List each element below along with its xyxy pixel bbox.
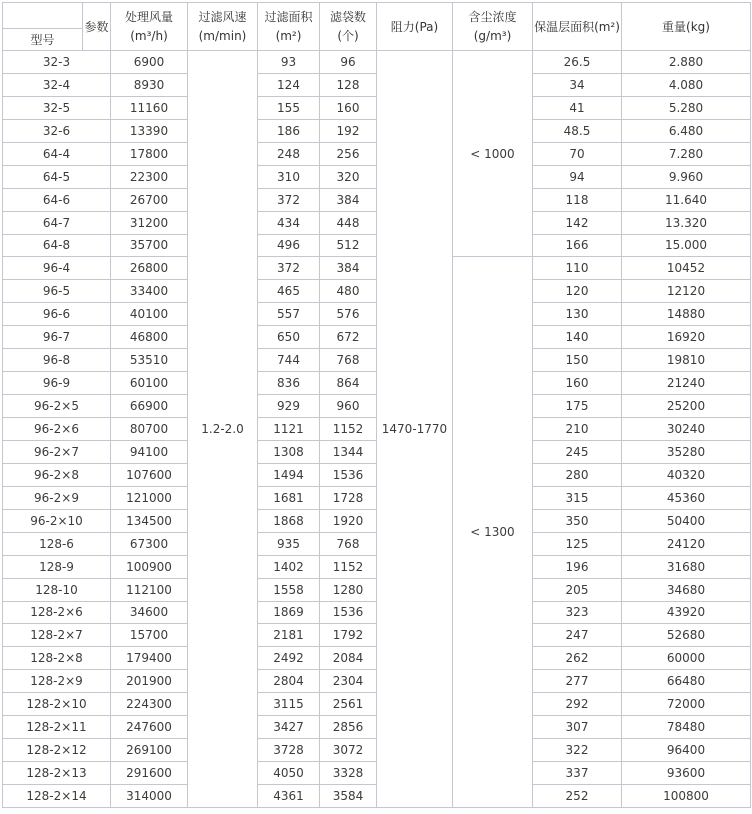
cell-model: 96-9: [3, 372, 111, 395]
cell-insulation-area: 26.5: [533, 51, 622, 74]
cell-insulation-area: 292: [533, 693, 622, 716]
cell-airflow: 26700: [111, 188, 188, 211]
cell-filter-area: 1869: [258, 601, 320, 624]
cell-insulation-area: 175: [533, 395, 622, 418]
cell-model: 96-2×10: [3, 509, 111, 532]
cell-airflow: 60100: [111, 372, 188, 395]
cell-model: 96-4: [3, 257, 111, 280]
cell-dust-concentration: < 1300: [453, 257, 533, 808]
header-airflow-title: 处理风量: [124, 9, 173, 24]
cell-bag-count: 1344: [320, 440, 377, 463]
cell-airflow: 121000: [111, 486, 188, 509]
cell-bag-count: 512: [320, 234, 377, 257]
header-row-top: [3, 3, 751, 29]
cell-bag-count: 3072: [320, 739, 377, 762]
cell-filter-area: 650: [258, 326, 320, 349]
cell-model: 128-2×14: [3, 785, 111, 808]
cell-airflow: 291600: [111, 762, 188, 785]
cell-filter-area: 4361: [258, 785, 320, 808]
cell-weight: 15.000: [622, 234, 751, 257]
cell-bag-count: 2084: [320, 647, 377, 670]
cell-insulation-area: 247: [533, 624, 622, 647]
cell-airflow: 201900: [111, 670, 188, 693]
cell-model: 128-9: [3, 555, 111, 578]
cell-insulation-area: 125: [533, 532, 622, 555]
cell-model: 96-2×6: [3, 418, 111, 441]
cell-airflow: 46800: [111, 326, 188, 349]
cell-bag-count: 672: [320, 326, 377, 349]
cell-airflow: 314000: [111, 785, 188, 808]
cell-weight: 31680: [622, 555, 751, 578]
table-header: [3, 3, 751, 51]
cell-bag-count: 320: [320, 165, 377, 188]
cell-bag-count: 3584: [320, 785, 377, 808]
cell-airflow: 80700: [111, 418, 188, 441]
cell-filter-area: 1494: [258, 463, 320, 486]
cell-airflow: 179400: [111, 647, 188, 670]
cell-model: 64-8: [3, 234, 111, 257]
cell-model: 128-2×10: [3, 693, 111, 716]
cell-bag-count: 768: [320, 349, 377, 372]
cell-model: 64-7: [3, 211, 111, 234]
cell-bag-count: 576: [320, 303, 377, 326]
cell-filter-area: 155: [258, 96, 320, 119]
cell-bag-count: 192: [320, 119, 377, 142]
cell-airflow: 112100: [111, 578, 188, 601]
cell-model: 96-5: [3, 280, 111, 303]
cell-insulation-area: 110: [533, 257, 622, 280]
cell-airflow: 66900: [111, 395, 188, 418]
cell-model: 32-5: [3, 96, 111, 119]
cell-airflow: 134500: [111, 509, 188, 532]
cell-insulation-area: 210: [533, 418, 622, 441]
cell-insulation-area: 150: [533, 349, 622, 372]
cell-airflow: 17800: [111, 142, 188, 165]
cell-filter-area: 465: [258, 280, 320, 303]
cell-weight: 6.480: [622, 119, 751, 142]
header-filter-area: [258, 3, 320, 51]
cell-filter-area: 3115: [258, 693, 320, 716]
cell-weight: 9.960: [622, 165, 751, 188]
cell-filter-area: 124: [258, 73, 320, 96]
cell-bag-count: 256: [320, 142, 377, 165]
cell-resistance: 1470-1770: [377, 51, 453, 808]
cell-filter-area: 4050: [258, 762, 320, 785]
cell-insulation-area: 118: [533, 188, 622, 211]
cell-bag-count: 128: [320, 73, 377, 96]
cell-model: 128-2×13: [3, 762, 111, 785]
cell-filter-area: 1681: [258, 486, 320, 509]
header-corner-empty-cell: [3, 3, 83, 29]
cell-filter-area: 496: [258, 234, 320, 257]
cell-weight: 5.280: [622, 96, 751, 119]
cell-insulation-area: 245: [533, 440, 622, 463]
cell-filter-area: 1868: [258, 509, 320, 532]
cell-airflow: 22300: [111, 165, 188, 188]
cell-bag-count: 384: [320, 188, 377, 211]
cell-bag-count: 1920: [320, 509, 377, 532]
cell-airflow: 8930: [111, 73, 188, 96]
cell-insulation-area: 322: [533, 739, 622, 762]
cell-bag-count: 1152: [320, 418, 377, 441]
cell-model: 96-2×5: [3, 395, 111, 418]
cell-weight: 11.640: [622, 188, 751, 211]
cell-filter-area: 434: [258, 211, 320, 234]
cell-weight: 14880: [622, 303, 751, 326]
cell-bag-count: 1280: [320, 578, 377, 601]
cell-insulation-area: 140: [533, 326, 622, 349]
cell-model: 32-3: [3, 51, 111, 74]
cell-insulation-area: 350: [533, 509, 622, 532]
cell-bag-count: 2304: [320, 670, 377, 693]
cell-filter-area: 2181: [258, 624, 320, 647]
cell-weight: 93600: [622, 762, 751, 785]
cell-model: 64-5: [3, 165, 111, 188]
cell-airflow: 33400: [111, 280, 188, 303]
header-dust-title: 含尘浓度: [468, 9, 517, 24]
header-filter-area-title: 过滤面积: [264, 9, 313, 24]
header-bag-count-unit: (个): [337, 28, 359, 43]
cell-model: 96-6: [3, 303, 111, 326]
cell-bag-count: 384: [320, 257, 377, 280]
cell-filter-area: 2804: [258, 670, 320, 693]
cell-filter-area: 248: [258, 142, 320, 165]
cell-model: 128-2×11: [3, 716, 111, 739]
cell-bag-count: 1536: [320, 601, 377, 624]
cell-insulation-area: 166: [533, 234, 622, 257]
cell-weight: 19810: [622, 349, 751, 372]
cell-airflow: 269100: [111, 739, 188, 762]
cell-airflow: 53510: [111, 349, 188, 372]
cell-airflow: 13390: [111, 119, 188, 142]
cell-weight: 21240: [622, 372, 751, 395]
header-weight: 重量(kg): [622, 3, 751, 51]
cell-insulation-area: 48.5: [533, 119, 622, 142]
cell-airflow: 31200: [111, 211, 188, 234]
cell-insulation-area: 41: [533, 96, 622, 119]
table-row: [3, 51, 751, 74]
cell-insulation-area: 94: [533, 165, 622, 188]
cell-weight: 72000: [622, 693, 751, 716]
cell-bag-count: 1536: [320, 463, 377, 486]
cell-filter-area: 935: [258, 532, 320, 555]
cell-filter-area: 93: [258, 51, 320, 74]
cell-airflow: 100900: [111, 555, 188, 578]
cell-insulation-area: 262: [533, 647, 622, 670]
header-dust-concentration: [453, 3, 533, 51]
header-bag-count: [320, 3, 377, 51]
cell-filter-area: 1308: [258, 440, 320, 463]
cell-airflow: 35700: [111, 234, 188, 257]
cell-weight: 13.320: [622, 211, 751, 234]
cell-model: 96-2×8: [3, 463, 111, 486]
cell-model: 128-2×9: [3, 670, 111, 693]
cell-weight: 24120: [622, 532, 751, 555]
cell-weight: 43920: [622, 601, 751, 624]
cell-model: 96-7: [3, 326, 111, 349]
cell-filter-area: 310: [258, 165, 320, 188]
cell-filter-area: 1121: [258, 418, 320, 441]
cell-weight: 34680: [622, 578, 751, 601]
cell-filter-area: 186: [258, 119, 320, 142]
cell-weight: 50400: [622, 509, 751, 532]
cell-bag-count: 768: [320, 532, 377, 555]
cell-airflow: 94100: [111, 440, 188, 463]
cell-airflow: 40100: [111, 303, 188, 326]
cell-insulation-area: 280: [533, 463, 622, 486]
cell-bag-count: 864: [320, 372, 377, 395]
cell-bag-count: 1728: [320, 486, 377, 509]
cell-filter-area: 3427: [258, 716, 320, 739]
cell-airflow: 247600: [111, 716, 188, 739]
cell-insulation-area: 205: [533, 578, 622, 601]
cell-bag-count: 2561: [320, 693, 377, 716]
cell-filter-area: 744: [258, 349, 320, 372]
cell-model: 128-2×12: [3, 739, 111, 762]
cell-insulation-area: 142: [533, 211, 622, 234]
table-body: [3, 51, 751, 808]
cell-insulation-area: 323: [533, 601, 622, 624]
cell-filter-area: 1402: [258, 555, 320, 578]
cell-filter-area: 372: [258, 257, 320, 280]
cell-model: 96-2×7: [3, 440, 111, 463]
cell-weight: 78480: [622, 716, 751, 739]
cell-model: 96-2×9: [3, 486, 111, 509]
cell-weight: 25200: [622, 395, 751, 418]
cell-insulation-area: 307: [533, 716, 622, 739]
cell-weight: 2.880: [622, 51, 751, 74]
cell-model: 128-2×6: [3, 601, 111, 624]
cell-filter-area: 1558: [258, 578, 320, 601]
header-model-label: 型号: [3, 29, 83, 51]
cell-bag-count: 3328: [320, 762, 377, 785]
cell-filter-area: 929: [258, 395, 320, 418]
cell-weight: 66480: [622, 670, 751, 693]
cell-airflow: 15700: [111, 624, 188, 647]
cell-model: 96-8: [3, 349, 111, 372]
header-dust-unit: (g/m³): [473, 28, 512, 43]
header-resistance: 阻力(Pa): [377, 3, 453, 51]
header-filter-speed-unit: (m/min): [198, 28, 247, 43]
cell-airflow: 224300: [111, 693, 188, 716]
cell-bag-count: 480: [320, 280, 377, 303]
cell-weight: 16920: [622, 326, 751, 349]
cell-airflow: 11160: [111, 96, 188, 119]
cell-weight: 35280: [622, 440, 751, 463]
cell-bag-count: 1152: [320, 555, 377, 578]
cell-bag-count: 2856: [320, 716, 377, 739]
cell-insulation-area: 337: [533, 762, 622, 785]
cell-filter-area: 3728: [258, 739, 320, 762]
cell-bag-count: 448: [320, 211, 377, 234]
cell-airflow: 67300: [111, 532, 188, 555]
header-filter-speed: [188, 3, 258, 51]
cell-filter-area: 836: [258, 372, 320, 395]
cell-insulation-area: 252: [533, 785, 622, 808]
cell-weight: 52680: [622, 624, 751, 647]
cell-airflow: 34600: [111, 601, 188, 624]
cell-insulation-area: 315: [533, 486, 622, 509]
cell-model: 128-6: [3, 532, 111, 555]
cell-airflow: 6900: [111, 51, 188, 74]
cell-bag-count: 160: [320, 96, 377, 119]
cell-filter-area: 372: [258, 188, 320, 211]
cell-insulation-area: 130: [533, 303, 622, 326]
cell-bag-count: 960: [320, 395, 377, 418]
cell-insulation-area: 160: [533, 372, 622, 395]
cell-insulation-area: 277: [533, 670, 622, 693]
cell-weight: 30240: [622, 418, 751, 441]
header-airflow: [111, 3, 188, 51]
cell-weight: 12120: [622, 280, 751, 303]
cell-dust-concentration: < 1000: [453, 51, 533, 257]
cell-filter-area: 557: [258, 303, 320, 326]
cell-weight: 4.080: [622, 73, 751, 96]
cell-filter-area: 2492: [258, 647, 320, 670]
cell-bag-count: 1792: [320, 624, 377, 647]
cell-weight: 96400: [622, 739, 751, 762]
cell-model: 64-4: [3, 142, 111, 165]
cell-weight: 100800: [622, 785, 751, 808]
cell-weight: 45360: [622, 486, 751, 509]
cell-weight: 7.280: [622, 142, 751, 165]
cell-model: 32-4: [3, 73, 111, 96]
header-bag-count-title: 滤袋数: [329, 9, 366, 24]
cell-bag-count: 96: [320, 51, 377, 74]
header-param-label: 参数: [83, 3, 111, 51]
cell-filter-speed: 1.2-2.0: [188, 51, 258, 808]
cell-weight: 60000: [622, 647, 751, 670]
cell-model: 128-10: [3, 578, 111, 601]
header-airflow-unit: (m³/h): [130, 28, 168, 43]
cell-weight: 40320: [622, 463, 751, 486]
cell-model: 128-2×8: [3, 647, 111, 670]
cell-airflow: 26800: [111, 257, 188, 280]
cell-insulation-area: 196: [533, 555, 622, 578]
cell-model: 64-6: [3, 188, 111, 211]
cell-model: 128-2×7: [3, 624, 111, 647]
cell-model: 32-6: [3, 119, 111, 142]
header-filter-speed-title: 过滤风速: [198, 9, 247, 24]
cell-airflow: 107600: [111, 463, 188, 486]
cell-insulation-area: 34: [533, 73, 622, 96]
cell-insulation-area: 70: [533, 142, 622, 165]
cell-weight: 10452: [622, 257, 751, 280]
header-insulation-area: 保温层面积(m²): [533, 3, 622, 51]
header-filter-area-unit: (m²): [275, 28, 302, 43]
bag-filter-spec-table: [2, 2, 751, 808]
cell-insulation-area: 120: [533, 280, 622, 303]
